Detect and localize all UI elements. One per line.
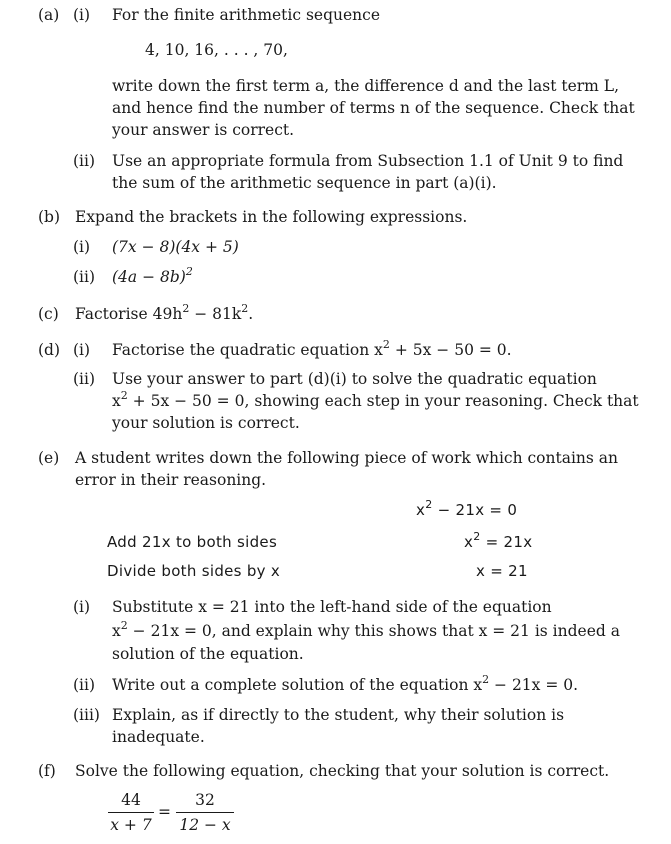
part-e-label: (e)	[38, 449, 60, 467]
part-c-label: (c)	[38, 305, 59, 323]
part-a-i-text-line-3: your answer is correct.	[112, 121, 295, 139]
fraction-left	[108, 789, 154, 836]
student-step-1: Add 21x to both sides	[107, 533, 278, 551]
fraction-left-numerator: 44	[121, 791, 141, 809]
part-e-text-line-1: A student writes down the following piece of work which contains an	[75, 449, 619, 467]
part-a-i-text-line-2: and hence find the number of terms n of the sequence. Check that	[112, 99, 635, 117]
student-equation-3: x = 21	[476, 562, 528, 580]
part-b-text: Expand the brackets in the following expressions.	[75, 208, 468, 226]
part-b-label: (b)	[38, 208, 61, 226]
fraction-right	[176, 789, 234, 836]
part-a-i-text-line-1: write down the first term a, the difference d and the last term L,	[112, 77, 620, 95]
student-equation-2: $x^2 = 21x$	[464, 530, 533, 551]
part-e-i-line-2: $x^2 - 21x = 0$, and explain why this shows that x = 21 is indeed a	[112, 618, 620, 640]
part-b-ii-expression: $(4a - 8b)^2$	[112, 264, 193, 286]
part-f-label: (f)	[38, 762, 56, 780]
fraction-left-bar	[108, 812, 154, 813]
fraction-equals: =	[158, 803, 171, 821]
part-a-ii-text-line-1: Use an appropriate formula from Subsection 1.1 of Unit 9 to find	[112, 152, 624, 170]
part-e-iii-line-1: Explain, as if directly to the student, why their solution is	[112, 706, 565, 724]
fraction-right-numerator: 32	[195, 791, 215, 809]
part-d-ii-line-2: $x^2 + 5x - 50 = 0$, showing each step in your reasoning. Check that	[112, 388, 639, 410]
student-step-2: Divide both sides by x	[107, 562, 281, 580]
part-a-i-intro: For the finite arithmetic sequence	[112, 6, 381, 24]
part-a-ii-text-line-2: the sum of the arithmetic sequence in part (a)(i).	[112, 174, 497, 192]
part-e-iii-line-2: inadequate.	[112, 728, 205, 746]
part-e-text-line-2: error in their reasoning.	[75, 471, 267, 489]
part-d-ii-label: (ii)	[73, 370, 96, 388]
part-b-ii-label: (ii)	[73, 268, 96, 286]
part-e-ii-text: Write out a complete solution of the equation $x^2 - 21x = 0$.	[112, 672, 579, 694]
student-equation-1: $x^2 - 21x = 0$	[416, 498, 518, 519]
part-f-text: Solve the following equation, checking that your solution is correct.	[75, 762, 610, 780]
part-d-label: (d)	[38, 341, 61, 359]
part-c-text: Factorise $49h^2 - 81k^2$.	[75, 301, 254, 323]
part-e-iii-label: (iii)	[73, 706, 100, 724]
part-d-ii-line-3: your solution is correct.	[112, 414, 300, 432]
part-a-i-sequence: 4, 10, 16, . . . , 70,	[145, 41, 288, 59]
part-a-i-label: (i)	[73, 6, 91, 24]
part-b-i-expression: (7x − 8)(4x + 5)	[112, 238, 239, 256]
part-e-ii-label: (ii)	[73, 676, 96, 694]
part-d-i-label: (i)	[73, 341, 91, 359]
part-e-i-line-3: solution of the equation.	[112, 645, 304, 663]
part-d-ii-line-1: Use your answer to part (d)(i) to solve the quadratic equation	[112, 370, 597, 388]
part-d-i-text: Factorise the quadratic equation $x^2 + 5x - 50 = 0$.	[112, 337, 512, 359]
fraction-left-denominator: x + 7	[110, 816, 152, 834]
fraction-right-denominator: 12 − x	[179, 816, 231, 834]
part-e-i-label: (i)	[73, 598, 91, 616]
part-a-label: (a)	[38, 6, 60, 24]
fraction-right-bar	[176, 812, 234, 813]
part-b-i-label: (i)	[73, 238, 91, 256]
part-e-i-line-1: Substitute x = 21 into the left-hand side of the equation	[112, 598, 552, 616]
part-a-ii-label: (ii)	[73, 152, 96, 170]
